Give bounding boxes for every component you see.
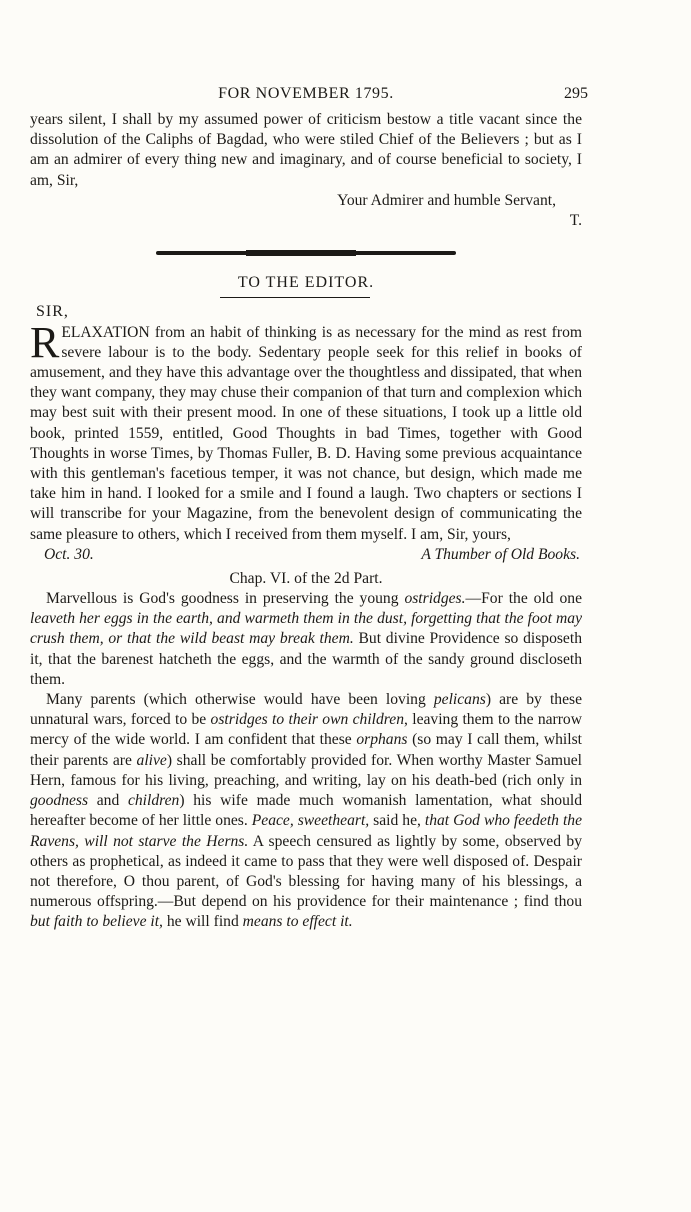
running-title: FOR NOVEMBER 1795. — [218, 85, 394, 102]
section-divider — [156, 251, 456, 255]
text-run: he will find — [162, 913, 243, 931]
italic-run: means to effect it. — [242, 913, 353, 931]
page — [30, 84, 588, 933]
italic-run: children — [127, 792, 180, 810]
italic-run: orphans — [356, 731, 408, 749]
italic-run: alive — [136, 751, 167, 769]
italic-run: ostridges to their own children — [210, 711, 405, 729]
letter2-dateline — [30, 545, 582, 565]
text-run: —For the old one — [465, 590, 582, 608]
running-head — [30, 84, 588, 110]
letter2-heading: TO THE EDITOR. — [237, 274, 375, 292]
text-run: ) his wife made much womanish lamentation, what should hereafter become of her little ones. — [30, 792, 582, 830]
text-run: Marvellous is God's goodness in preserving the young — [46, 590, 405, 608]
text-run: But divine Providence so disposeth it, that the barenest hatcheth the eggs, and the warmth of the sandy ground discloseth them. — [30, 630, 582, 688]
text-run: ) are by these unnatural wars, forced to be — [30, 691, 582, 729]
text-run: (so may I call them, whilst their parents are — [30, 731, 582, 769]
heading-rule — [220, 297, 370, 298]
italic-run: leaveth her eggs in the earth, and warmeth them in the dust, forgetting that the foot may crush them, or that the wild beast may break them. — [30, 610, 582, 648]
letter1-text: years silent, I shall by my assumed power of criticism bestow a title vacant since the dissolution of the Caliphs of Bagdad, who were stiled Chief of the Believers ; but as I am an admirer of every thing new and imaginary, and of course beneficial to society, I am, Sir, — [30, 111, 582, 189]
italic-run: goodness — [30, 792, 89, 810]
chapter-paragraph-1 — [30, 589, 582, 690]
chapter-title: Chap. VI. of the 2d Part. — [229, 569, 383, 587]
text-run: said he, — [369, 812, 425, 830]
italic-run: pelicans — [433, 691, 486, 709]
italic-run: ostridges. — [404, 590, 466, 608]
letter1-signature: T. — [569, 212, 582, 230]
italic-run: that God who feedeth the Ravens, will not starve the Herns. — [30, 812, 582, 850]
text-run: A speech censured as lightly by some, observed by others as prophetical, as indeed it came to pass that they were well disposed of. Despair not therefore, O thou parent, of God's blessing for having many of his blessings, a numerous offspring.—But depend on his providence for their maintenance ; find thou — [30, 832, 582, 911]
letter2-body: RELAXATION from an habit of thinking is as necessary for the mind as rest from severe labour is to the body. Sedentary people seek for this relief in books of amusement, and they have this advantage over the thoughtless and dissipated, that when they want company, they may chuse their companion of that turn and complexion which may best suit with their present mood. In one of these situations, I took up a little old book, printed 1559, entitled, Good Thoughts in bad Times, together with Good Thoughts in worse Times, by Thomas Fuller, B. D. Having some previous acquaintance with this gentleman's facetious temper, it was not chance, but design, which made me take him in hand. I looked for a smile and I found a laugh. Two chapters or sections I will transcribe for your Magazine, from the benevolent design of communicating the same pleasure to others, which I received from them myself. I am, Sir, yours, — [30, 317, 582, 543]
chapter-paragraph-2 — [30, 690, 582, 932]
letter2-date: Oct. 30. — [44, 545, 94, 563]
text-run: and — [88, 792, 128, 810]
text-run: ) shall be comfortably provided for. When worthy Master Samuel Hern, famous for his living, preaching, and writing, lay on his death-bed (rich only in — [30, 751, 582, 789]
text-run: , leaving them to the narrow mercy of the wide world. I am confident that these — [30, 711, 582, 749]
letter2-salutation: SIR, — [36, 303, 69, 321]
text-run: Many parents (which otherwise would have been loving — [46, 691, 434, 709]
letter2-signer: A Thumber of Old Books. — [421, 545, 580, 563]
italic-run: but faith to believe it, — [30, 913, 163, 931]
page-number: 295 — [564, 85, 588, 102]
letter1-closing: Your Admirer and humble Servant, — [337, 191, 556, 209]
italic-run: Peace, sweetheart, — [251, 812, 370, 830]
